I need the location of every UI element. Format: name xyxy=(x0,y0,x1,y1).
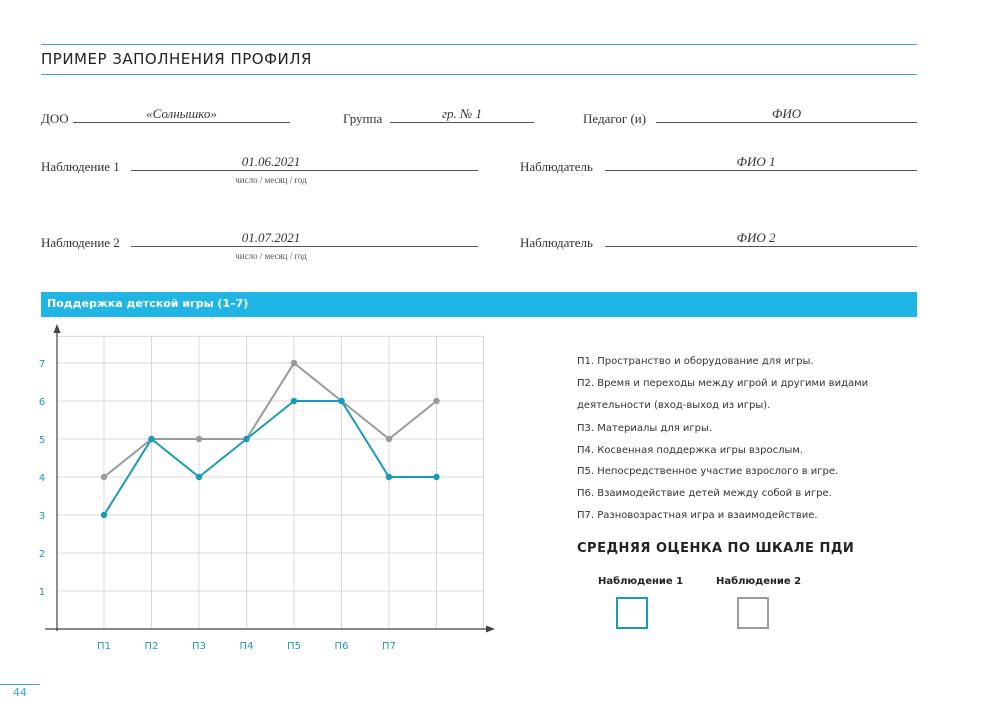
teacher-label: Педагог (и) xyxy=(583,111,647,126)
doo-label: ДОО xyxy=(41,111,69,126)
y-tick-label: 5 xyxy=(38,435,46,446)
legend-item-p5: П5. Непосредственное участие взрослого в игре. xyxy=(577,466,839,477)
group-field-line[interactable] xyxy=(390,122,534,123)
section-title: Поддержка детской игры (1–7) xyxy=(47,297,249,310)
legend-item-p7: П7. Разновозрастная игра и взаимодействие. xyxy=(577,510,818,521)
legend-item-p2-continued: деятельности (вход-выход из игры). xyxy=(577,400,771,411)
average-observation2-label: Наблюдение 2 xyxy=(716,576,802,587)
observation2-field-line[interactable] xyxy=(131,246,478,247)
observer2-field-line[interactable] xyxy=(605,246,917,247)
average-observation1-box[interactable] xyxy=(616,597,648,629)
series-point-1 xyxy=(338,398,344,404)
observer2-value[interactable]: ФИО 2 xyxy=(736,230,776,245)
series-point-2 xyxy=(101,474,107,480)
doo-value[interactable]: «Солнышко» xyxy=(146,106,217,121)
series-point-1 xyxy=(196,474,202,480)
y-tick-label: 2 xyxy=(38,549,46,560)
series-point-2 xyxy=(433,398,439,404)
legend-item-p1: П1. Пространство и оборудование для игры. xyxy=(577,356,814,367)
teacher-field-line[interactable] xyxy=(656,122,917,123)
observation2-label: Наблюдение 2 xyxy=(41,235,120,250)
x-tick-label: П7 xyxy=(382,641,396,652)
series-point-1 xyxy=(243,436,249,442)
observer2-label: Наблюдатель xyxy=(520,235,593,250)
series-point-1 xyxy=(291,398,297,404)
series-point-2 xyxy=(196,436,202,442)
x-axis-arrow xyxy=(486,626,495,633)
header-bottom-rule xyxy=(41,74,917,75)
page-number: 44 xyxy=(13,686,27,699)
teacher-value[interactable]: ФИО xyxy=(771,106,802,121)
observer1-field-line[interactable] xyxy=(605,170,917,171)
y-tick-label: 6 xyxy=(38,397,46,408)
page-number-rule xyxy=(0,684,40,685)
x-tick-label: П1 xyxy=(97,641,111,652)
x-tick-label: П4 xyxy=(239,641,254,652)
observation1-date-hint: число / месяц / год xyxy=(235,175,307,185)
x-tick-label: П2 xyxy=(144,641,159,652)
page-title: ПРИМЕР ЗАПОЛНЕНИЯ ПРОФИЛЯ xyxy=(41,50,312,68)
series-point-2 xyxy=(291,360,297,366)
series-point-1 xyxy=(148,436,154,442)
y-tick-label: 1 xyxy=(38,587,46,598)
observation2-date-hint: число / месяц / год xyxy=(235,251,307,261)
average-score-title: СРЕДНЯЯ ОЦЕНКА ПО ШКАЛЕ ПДИ xyxy=(577,541,855,556)
y-tick-label: 4 xyxy=(38,473,46,484)
series-point-1 xyxy=(433,474,439,480)
group-value[interactable]: гр. № 1 xyxy=(441,106,483,121)
average-observation2-box[interactable] xyxy=(737,597,769,629)
series-point-1 xyxy=(386,474,392,480)
doo-field-line[interactable] xyxy=(73,122,290,123)
y-tick-label: 7 xyxy=(38,359,46,370)
observation1-field-line[interactable] xyxy=(131,170,478,171)
line-chart xyxy=(0,318,520,658)
x-tick-label: П5 xyxy=(287,641,301,652)
header-top-rule xyxy=(41,44,917,45)
group-label: Группа xyxy=(343,111,383,126)
series-line-1 xyxy=(104,401,437,515)
section-header-bar xyxy=(41,292,917,317)
x-tick-label: П6 xyxy=(334,641,349,652)
observer1-label: Наблюдатель xyxy=(520,159,593,174)
series-point-1 xyxy=(101,512,107,518)
series-point-2 xyxy=(386,436,392,442)
y-axis-arrow xyxy=(54,324,61,333)
legend-item-p2: П2. Время и переходы между игрой и другими видами xyxy=(577,378,869,389)
observation2-date[interactable]: 01.07.2021 xyxy=(241,230,301,245)
average-observation1-label: Наблюдение 1 xyxy=(598,576,684,587)
observer1-value[interactable]: ФИО 1 xyxy=(736,154,776,169)
x-tick-label: П3 xyxy=(192,641,206,652)
legend-item-p3: П3. Материалы для игры. xyxy=(577,423,713,434)
legend-item-p4: П4. Косвенная поддержка игры взрослым. xyxy=(577,445,804,456)
observation1-date[interactable]: 01.06.2021 xyxy=(241,154,301,169)
y-tick-label: 3 xyxy=(38,511,46,522)
observation1-label: Наблюдение 1 xyxy=(41,159,120,174)
legend-item-p6: П6. Взаимодействие детей между собой в игре. xyxy=(577,488,832,499)
